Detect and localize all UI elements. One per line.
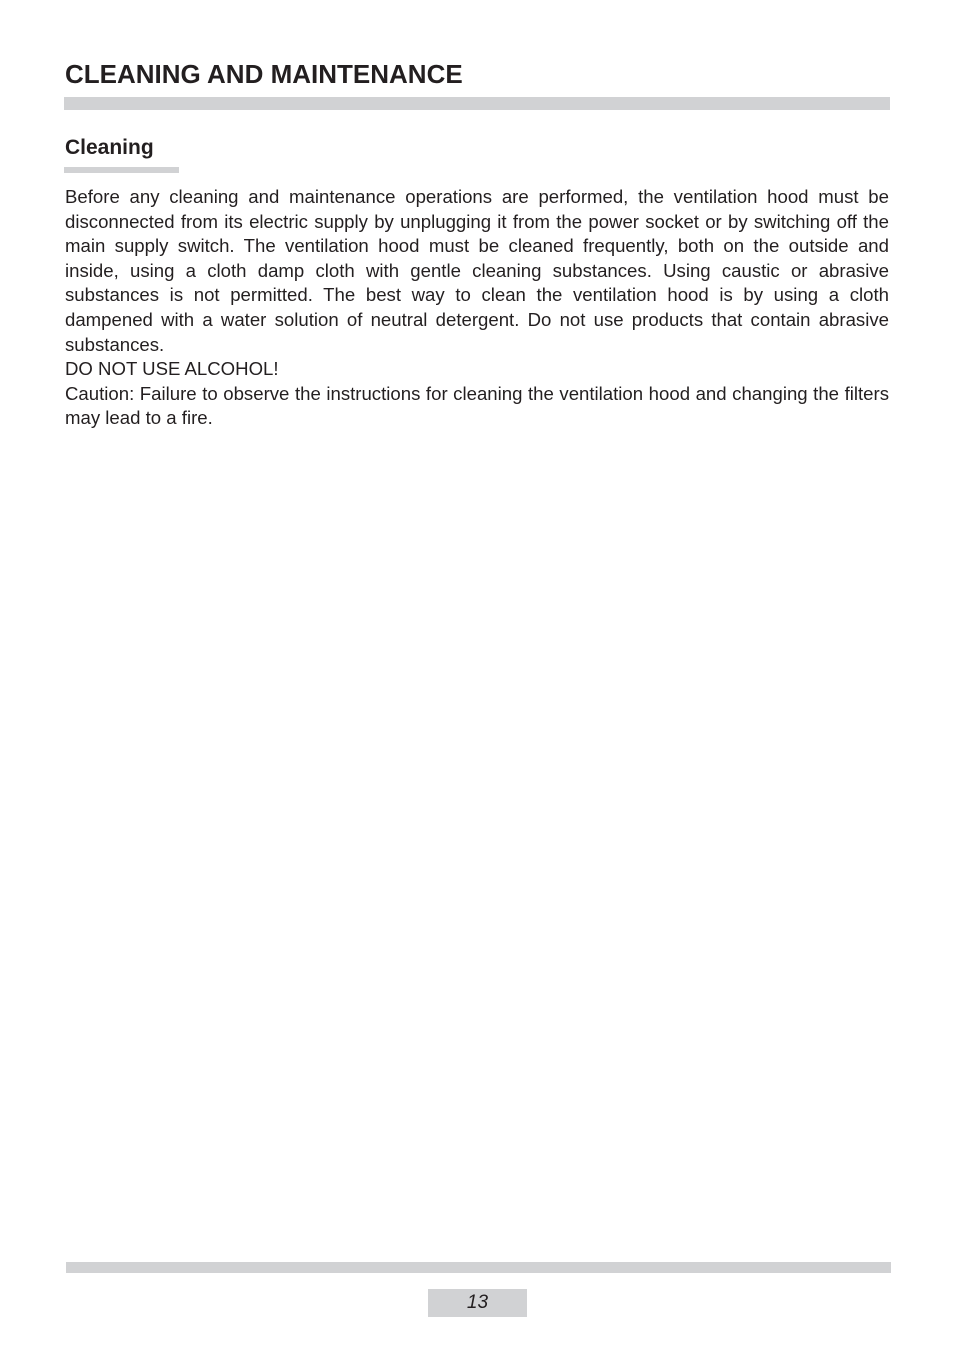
paragraph-caution: Caution: Failure to observe the instructions for cleaning the ventilation hood and changing the filters may lead to a fire. <box>65 382 889 429</box>
footer-divider-bar <box>66 1262 891 1273</box>
paragraph-alcohol-warning: DO NOT USE ALCOHOL! <box>65 358 279 380</box>
page-number: 13 <box>428 1289 527 1317</box>
page-title: CLEANING AND MAINTENANCE <box>65 59 463 89</box>
section-heading-cleaning: Cleaning <box>65 136 154 159</box>
title-divider-bar <box>64 97 890 110</box>
body-text <box>65 185 889 431</box>
section-heading-underline <box>64 167 179 173</box>
paragraph-cleaning-instructions: Before any cleaning and maintenance operations are performed, the ventilation hood must be disconnected from its electric supply by unplugging it from the power socket or by switching off the main supply switch. The ventilation hood must be cleaned frequently, both on the outside and inside, using a cloth damp cloth with gentle cleaning substances. Using caustic or abrasive substances is not permitted. The best way to clean the ventilation hood is by using a cloth dampened with a water solution of neutral detergent. Do not use products that contain abrasive substances. <box>65 186 889 355</box>
